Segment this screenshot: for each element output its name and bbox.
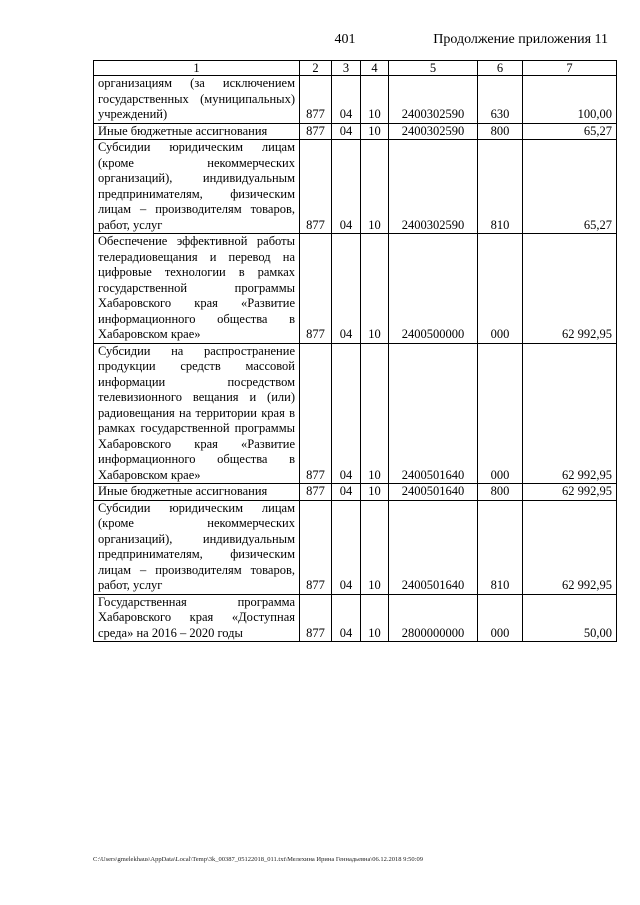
table-row	[94, 500, 617, 594]
column-number-row	[94, 61, 617, 76]
target-article-code: 2400501640	[389, 343, 478, 484]
subsection-code: 10	[361, 76, 389, 124]
appendix-continuation-title: Продолжение приложения 11	[433, 32, 608, 47]
subsection-code: 10	[361, 234, 389, 344]
table-row	[94, 76, 617, 124]
ministry-code: 877	[300, 343, 332, 484]
target-article-code: 2800000000	[389, 594, 478, 642]
section-code: 04	[332, 500, 361, 594]
target-article-code: 2400500000	[389, 234, 478, 344]
expense-type-code: 000	[478, 343, 523, 484]
amount: 50,00	[523, 594, 617, 642]
table-row	[94, 123, 617, 140]
expense-name: Иные бюджетные ассигнования	[94, 123, 300, 140]
amount: 62 992,95	[523, 343, 617, 484]
section-code: 04	[332, 594, 361, 642]
column-number: 2	[300, 61, 332, 76]
ministry-code: 877	[300, 234, 332, 344]
page-number: 401	[334, 32, 356, 47]
table-row	[94, 484, 617, 501]
target-article-code: 2400302590	[389, 140, 478, 234]
expense-type-code: 000	[478, 594, 523, 642]
amount: 100,00	[523, 76, 617, 124]
section-code: 04	[332, 234, 361, 344]
expense-name: Государственная программа Хабаровского края «Доступная среда» на 2016 – 2020 годы	[94, 594, 300, 642]
expense-type-code: 000	[478, 234, 523, 344]
table-row	[94, 594, 617, 642]
expense-name: Субсидии на распространение продукции средств массовой информации посредством телевизионного вещания и (или) радиовещания на территории края в рамках государственной программы Хабаровского края «Развитие информационного общества в Хабаровском крае»	[94, 343, 300, 484]
target-article-code: 2400501640	[389, 500, 478, 594]
ministry-code: 877	[300, 76, 332, 124]
ministry-code: 877	[300, 500, 332, 594]
expense-type-code: 800	[478, 484, 523, 501]
section-code: 04	[332, 123, 361, 140]
ministry-code: 877	[300, 140, 332, 234]
column-number: 1	[94, 61, 300, 76]
section-code: 04	[332, 140, 361, 234]
amount: 65,27	[523, 123, 617, 140]
budget-table	[93, 60, 617, 642]
table-row	[94, 234, 617, 344]
subsection-code: 10	[361, 484, 389, 501]
subsection-code: 10	[361, 500, 389, 594]
expense-name: Обеспечение эффективной работы телерадиовещания и перевод на цифровые технологии в рамках государственной программы Хабаровского края «Развитие информационного общества в Хабаровском крае»	[94, 234, 300, 344]
amount: 62 992,95	[523, 234, 617, 344]
section-code: 04	[332, 343, 361, 484]
expense-type-code: 810	[478, 500, 523, 594]
subsection-code: 10	[361, 594, 389, 642]
ministry-code: 877	[300, 123, 332, 140]
table-row	[94, 343, 617, 484]
expense-name: организациям (за исключением государственных (муниципальных) учреждений)	[94, 76, 300, 124]
column-number: 6	[478, 61, 523, 76]
amount: 62 992,95	[523, 500, 617, 594]
amount: 65,27	[523, 140, 617, 234]
section-code: 04	[332, 484, 361, 501]
ministry-code: 877	[300, 484, 332, 501]
table-row	[94, 140, 617, 234]
column-number: 7	[523, 61, 617, 76]
amount: 62 992,95	[523, 484, 617, 501]
subsection-code: 10	[361, 123, 389, 140]
expense-name: Субсидии юридическим лицам (кроме некоммерческих организаций), индивидуальным предпринимателям, физическим лицам – производителям товаров, работ, услуг	[94, 140, 300, 234]
expense-type-code: 800	[478, 123, 523, 140]
expense-type-code: 630	[478, 76, 523, 124]
expense-type-code: 810	[478, 140, 523, 234]
expense-name: Иные бюджетные ассигнования	[94, 484, 300, 501]
target-article-code: 2400501640	[389, 484, 478, 501]
expense-name: Субсидии юридическим лицам (кроме некоммерческих организаций), индивидуальным предпринимателям, физическим лицам – производителям товаров, работ, услуг	[94, 500, 300, 594]
section-code: 04	[332, 76, 361, 124]
target-article-code: 2400302590	[389, 76, 478, 124]
column-number: 3	[332, 61, 361, 76]
footer-file-path: C:\Users\gmelekhaus\AppData\Local\Temp\3k_00387_05122018_011.txt\Мелехина Ирина Геннадьевна\06.12.2018 9:50:09	[93, 856, 423, 863]
subsection-code: 10	[361, 343, 389, 484]
column-number: 5	[389, 61, 478, 76]
column-number: 4	[361, 61, 389, 76]
ministry-code: 877	[300, 594, 332, 642]
subsection-code: 10	[361, 140, 389, 234]
target-article-code: 2400302590	[389, 123, 478, 140]
